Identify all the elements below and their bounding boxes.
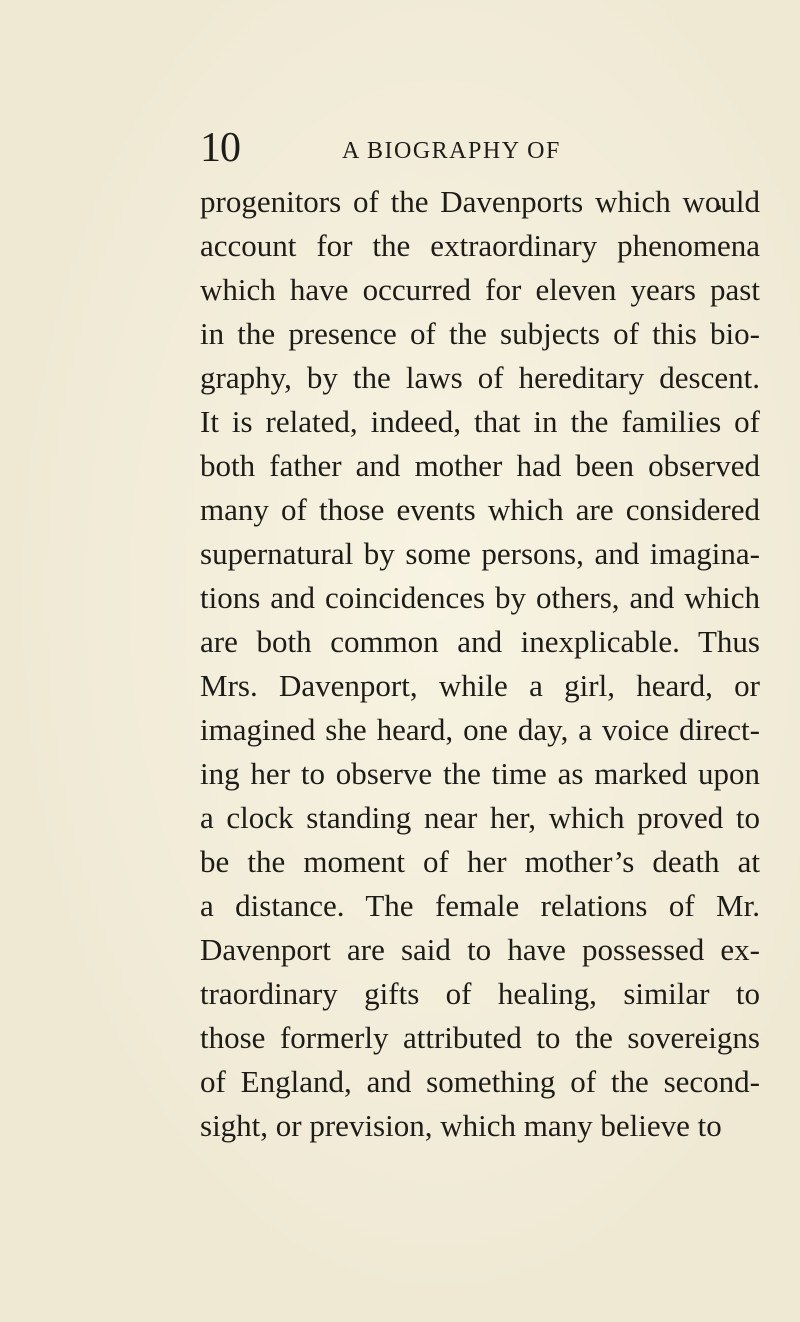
text-line: which have occurred for eleven years past — [200, 272, 760, 307]
text-line: are both common and inexplicable. Thus — [200, 624, 760, 659]
text-line: traordinary gifts of healing, similar to — [200, 976, 760, 1011]
text-line: be the moment of her mother’s death at — [200, 844, 760, 879]
text-line: account for the extraordinary phenomena — [200, 228, 760, 263]
text-line: a distance. The female relations of Mr. — [200, 888, 760, 923]
running-title: A BIOGRAPHY OF — [342, 138, 561, 164]
text-line: Davenport are said to have possessed ex- — [200, 932, 760, 967]
body-text — [200, 180, 760, 1148]
running-head — [200, 125, 800, 171]
text-line: ing her to observe the time as marked upon — [200, 756, 760, 791]
text-line: progenitors of the Davenports which would — [200, 184, 760, 219]
text-line: tions and coincidences by others, and which — [200, 580, 760, 615]
text-line: a clock standing near her, which proved to — [200, 800, 760, 835]
text-line: Mrs. Davenport, while a girl, heard, or — [200, 668, 760, 703]
text-line: in the presence of the subjects of this bio- — [200, 316, 760, 351]
text-line: those formerly attributed to the sovereigns — [200, 1020, 760, 1055]
text-line: graphy, by the laws of hereditary descent. — [200, 360, 760, 395]
text-line: of England, and something of the second- — [200, 1064, 760, 1099]
page-number: 10 — [200, 125, 240, 171]
text-line: It is related, indeed, that in the families of — [200, 404, 760, 439]
text-line: imagined she heard, one day, a voice direct- — [200, 712, 760, 747]
text-line: sight, or prevision, which many believe to — [200, 1108, 722, 1143]
text-line: both father and mother had been observed — [200, 448, 760, 483]
text-line: many of those events which are considered — [200, 492, 760, 527]
text-line: supernatural by some persons, and imagina- — [200, 536, 760, 571]
